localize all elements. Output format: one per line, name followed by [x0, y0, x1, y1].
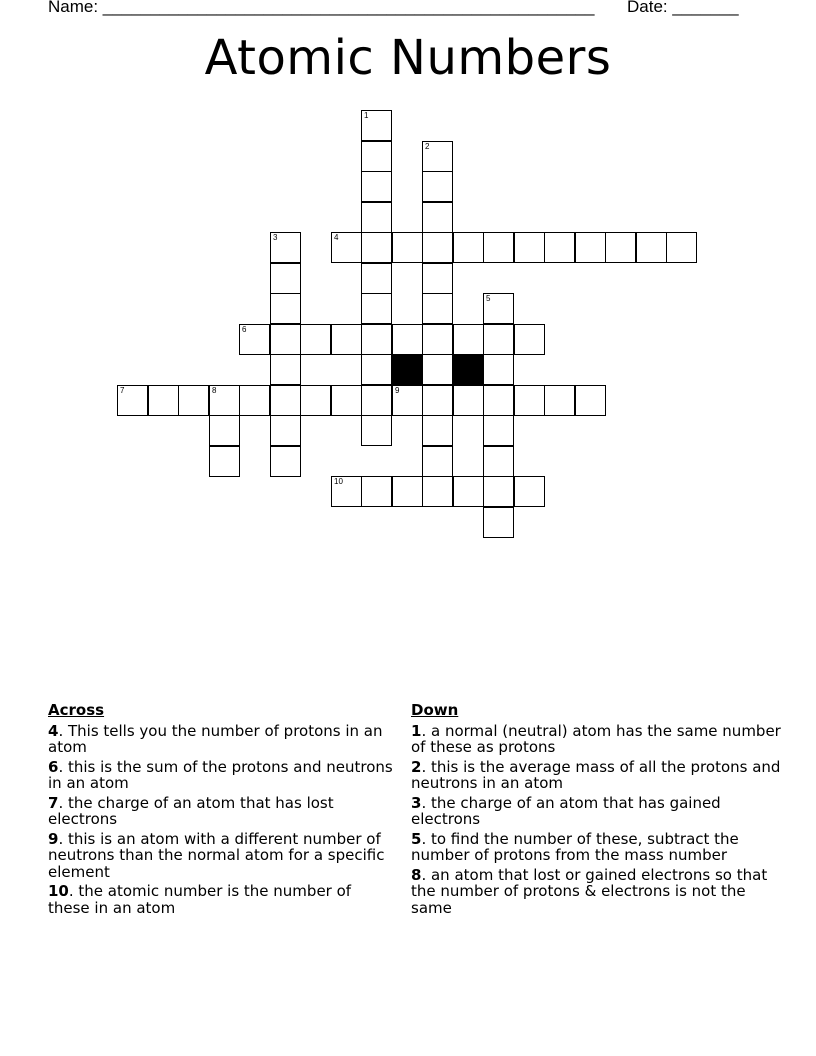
grid-cell[interactable] — [453, 232, 484, 263]
grid-cell[interactable] — [361, 263, 392, 294]
grid-cell[interactable] — [422, 293, 453, 324]
clue-number: 6 — [48, 757, 59, 776]
down-clues — [411, 702, 781, 919]
grid-cell[interactable] — [331, 476, 362, 507]
grid-cell[interactable] — [483, 293, 514, 324]
grid-cell[interactable] — [422, 263, 453, 294]
date-line: Date: _______ — [627, 0, 739, 16]
grid-cell[interactable] — [483, 507, 514, 538]
grid-cell[interactable] — [422, 446, 453, 477]
across-heading: Across — [48, 701, 105, 719]
grid-cell[interactable] — [392, 385, 423, 416]
grid-cell[interactable] — [331, 385, 362, 416]
grid-cell[interactable] — [270, 446, 301, 477]
grid-cell[interactable] — [575, 232, 606, 263]
grid-cell[interactable] — [422, 354, 453, 385]
grid-cell[interactable] — [361, 354, 392, 385]
grid-cell[interactable] — [361, 171, 392, 202]
grid-cell[interactable] — [422, 385, 453, 416]
cell-number: 8 — [212, 386, 217, 395]
down-clue: 1. a normal (neutral) atom has the same number of these as protons — [411, 721, 781, 756]
clue-number: 7 — [48, 793, 59, 812]
cell-number: 5 — [486, 294, 491, 303]
grid-cell[interactable] — [361, 141, 392, 172]
across-clue: 7. the charge of an atom that has lost electrons — [48, 793, 334, 828]
grid-cell[interactable] — [392, 232, 423, 263]
name-line: Name: ____________________________________________________ — [48, 0, 595, 16]
across-clue: 4. This tells you the number of protons in an atom — [48, 721, 383, 756]
grid-cell[interactable] — [514, 232, 545, 263]
grid-cell[interactable] — [483, 415, 514, 446]
grid-cell[interactable] — [636, 232, 667, 263]
grid-cell[interactable] — [361, 415, 392, 446]
grid-cell[interactable] — [148, 385, 179, 416]
grid-cell[interactable] — [361, 202, 392, 233]
grid-cell[interactable] — [422, 171, 453, 202]
grid-cell[interactable] — [209, 385, 240, 416]
across-clues — [48, 702, 393, 919]
cell-number: 4 — [334, 233, 339, 242]
cell-number: 6 — [242, 325, 247, 334]
grid-cell[interactable] — [300, 324, 331, 355]
grid-cell[interactable] — [422, 202, 453, 233]
grid-cell[interactable] — [422, 476, 453, 507]
clue-text: to find the number of these, subtract the number of protons from the mass number — [411, 829, 739, 864]
grid-cell[interactable] — [544, 232, 575, 263]
grid-cell[interactable] — [422, 415, 453, 446]
clue-number: 9 — [48, 829, 59, 848]
across-clue: 10. the atomic number is the number of these in an atom — [48, 882, 352, 917]
clue-number: 2 — [411, 757, 422, 776]
grid-cell[interactable] — [270, 293, 301, 324]
grid-cell[interactable] — [605, 232, 636, 263]
grid-cell[interactable] — [117, 385, 148, 416]
black-cell — [392, 354, 423, 385]
clue-number: 4 — [48, 721, 59, 740]
grid-cell[interactable] — [483, 354, 514, 385]
clue-text: a normal (neutral) atom has the same number of these as protons — [411, 721, 781, 756]
across-clue: 9. this is an atom with a different number of neutrons than the normal atom for a specific element — [48, 829, 385, 881]
clue-text: the atomic number is the number of these in an atom — [48, 882, 352, 917]
down-clue: 8. an atom that lost or gained electrons so that the number of protons & electrons is not the same — [411, 865, 768, 917]
grid-cell[interactable] — [453, 385, 484, 416]
grid-cell[interactable] — [666, 232, 697, 263]
grid-cell[interactable] — [422, 324, 453, 355]
grid-cell[interactable] — [483, 476, 514, 507]
clue-text: this is the sum of the protons and neutrons in an atom — [48, 757, 393, 792]
grid-cell[interactable] — [453, 476, 484, 507]
clue-number: 1 — [411, 721, 422, 740]
grid-cell[interactable] — [270, 324, 301, 355]
grid-cell[interactable] — [392, 476, 423, 507]
grid-cell[interactable] — [422, 232, 453, 263]
clue-text: the charge of an atom that has lost electrons — [48, 793, 334, 828]
down-heading: Down — [411, 701, 459, 719]
grid-cell[interactable] — [361, 232, 392, 263]
clue-text: the charge of an atom that has gained electrons — [411, 793, 721, 828]
grid-cell[interactable] — [270, 263, 301, 294]
grid-cell[interactable] — [575, 385, 606, 416]
grid-cell[interactable] — [483, 232, 514, 263]
grid-cell[interactable] — [270, 415, 301, 446]
clue-text: an atom that lost or gained electrons so that the number of protons & electrons is not the same — [411, 865, 768, 917]
grid-cell[interactable] — [361, 110, 392, 141]
cell-number: 1 — [364, 111, 369, 120]
cell-number: 7 — [120, 386, 125, 395]
down-clue: 2. this is the average mass of all the protons and neutrons in an atom — [411, 757, 781, 792]
page-title: Atomic Numbers — [204, 30, 612, 86]
clue-number: 8 — [411, 865, 422, 884]
grid-cell[interactable] — [483, 324, 514, 355]
grid-cell[interactable] — [300, 385, 331, 416]
across-clue: 6. this is the sum of the protons and neutrons in an atom — [48, 757, 393, 792]
grid-cell[interactable] — [361, 324, 392, 355]
grid-cell[interactable] — [209, 415, 240, 446]
grid-cell[interactable] — [483, 446, 514, 477]
grid-cell[interactable] — [331, 324, 362, 355]
clue-text: This tells you the number of protons in an atom — [48, 721, 383, 756]
cell-number: 3 — [273, 233, 278, 242]
grid-cell[interactable] — [514, 324, 545, 355]
clue-number: 5 — [411, 829, 422, 848]
clue-text: this is the average mass of all the protons and neutrons in an atom — [411, 757, 781, 792]
clue-number: 3 — [411, 793, 422, 812]
grid-cell[interactable] — [514, 476, 545, 507]
grid-cell[interactable] — [270, 385, 301, 416]
grid-cell[interactable] — [544, 385, 575, 416]
clue-number: 10 — [48, 882, 69, 900]
grid-cell[interactable] — [361, 476, 392, 507]
grid-cell[interactable] — [483, 385, 514, 416]
grid-cell[interactable] — [270, 354, 301, 385]
grid-cell[interactable] — [361, 293, 392, 324]
grid-cell[interactable] — [239, 324, 270, 355]
grid-cell[interactable] — [514, 385, 545, 416]
grid-cell[interactable] — [392, 324, 423, 355]
cell-number: 9 — [395, 386, 400, 395]
grid-cell[interactable] — [209, 446, 240, 477]
down-clue: 3. the charge of an atom that has gained electrons — [411, 793, 721, 828]
down-clue: 5. to find the number of these, subtract the number of protons from the mass number — [411, 829, 739, 864]
black-cell — [453, 354, 484, 385]
grid-cell[interactable] — [453, 324, 484, 355]
cell-number: 10 — [334, 477, 343, 486]
grid-cell[interactable] — [239, 385, 270, 416]
grid-cell[interactable] — [331, 232, 362, 263]
grid-cell[interactable] — [270, 232, 301, 263]
grid-cell[interactable] — [361, 385, 392, 416]
clue-text: this is an atom with a different number of neutrons than the normal atom for a specific element — [48, 829, 385, 881]
grid-cell[interactable] — [422, 141, 453, 172]
cell-number: 2 — [425, 142, 430, 151]
grid-cell[interactable] — [178, 385, 209, 416]
